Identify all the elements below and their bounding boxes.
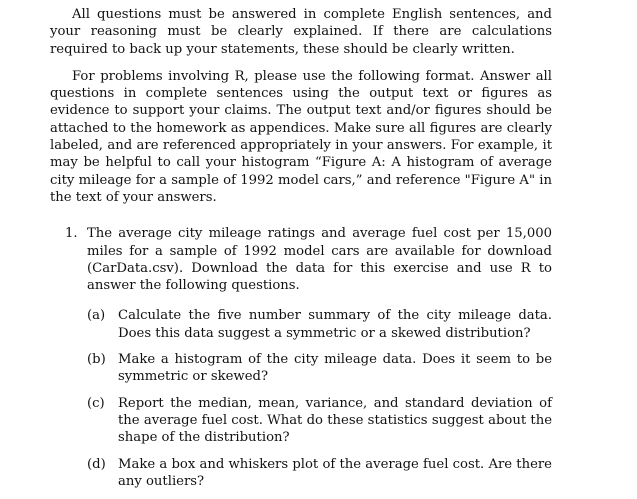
- problem-statement: The average city mileage ratings and average fuel cost per 15,000 miles for a sample of 1992 model cars are available for download (CarData.csv). Download the data for this exercise and use R to answer the following questions.: [87, 226, 552, 294]
- subpart-c: [87, 395, 552, 447]
- instructions-paragraph-r-format: For problems involving R, please use the following format. Answer all questions in complete sentences using the output text or figures as evidence to support your claims. The output text and/or figures should be attached to the homework as appendices. Make sure all figures are clearly labeled, and are referenced appropriately in your answers. For example, it may be helpful to call your histogram “Figure A: A histogram of average city mileage for a sample of 1992 model cars,” and reference "Figure A" in the text of your answers.: [50, 68, 552, 205]
- subpart-text: Calculate the five number summary of the city mileage data. Does this data suggest a symmetric or a skewed distribution?: [118, 308, 552, 341]
- subpart-label: (d): [87, 456, 106, 472]
- problem-subparts: [87, 307, 552, 490]
- subpart-label: (a): [87, 308, 106, 324]
- homework-page: [50, 6, 552, 499]
- subpart-text: Make a box and whiskers plot of the average fuel cost. Are there any outliers?: [118, 456, 552, 489]
- problem-1: [50, 225, 552, 490]
- instructions-paragraph-general: All questions must be answered in complete English sentences, and your reasoning must be clearly explained. If there are calculations required to back up your statements, these should be clearly written.: [50, 7, 552, 57]
- subpart-label: (b): [87, 352, 106, 368]
- subpart-label: (c): [87, 395, 105, 411]
- subpart-a: [87, 307, 552, 342]
- subpart-d: [87, 456, 552, 491]
- subpart-b: [87, 351, 552, 386]
- problem-number: 1.: [65, 226, 78, 242]
- subpart-text: Report the median, mean, variance, and standard deviation of the average fuel cost. What do these statistics suggest about the shape of the distribution?: [118, 395, 552, 446]
- subpart-text: Make a histogram of the city mileage data. Does it seem to be symmetric or skewed?: [118, 352, 552, 385]
